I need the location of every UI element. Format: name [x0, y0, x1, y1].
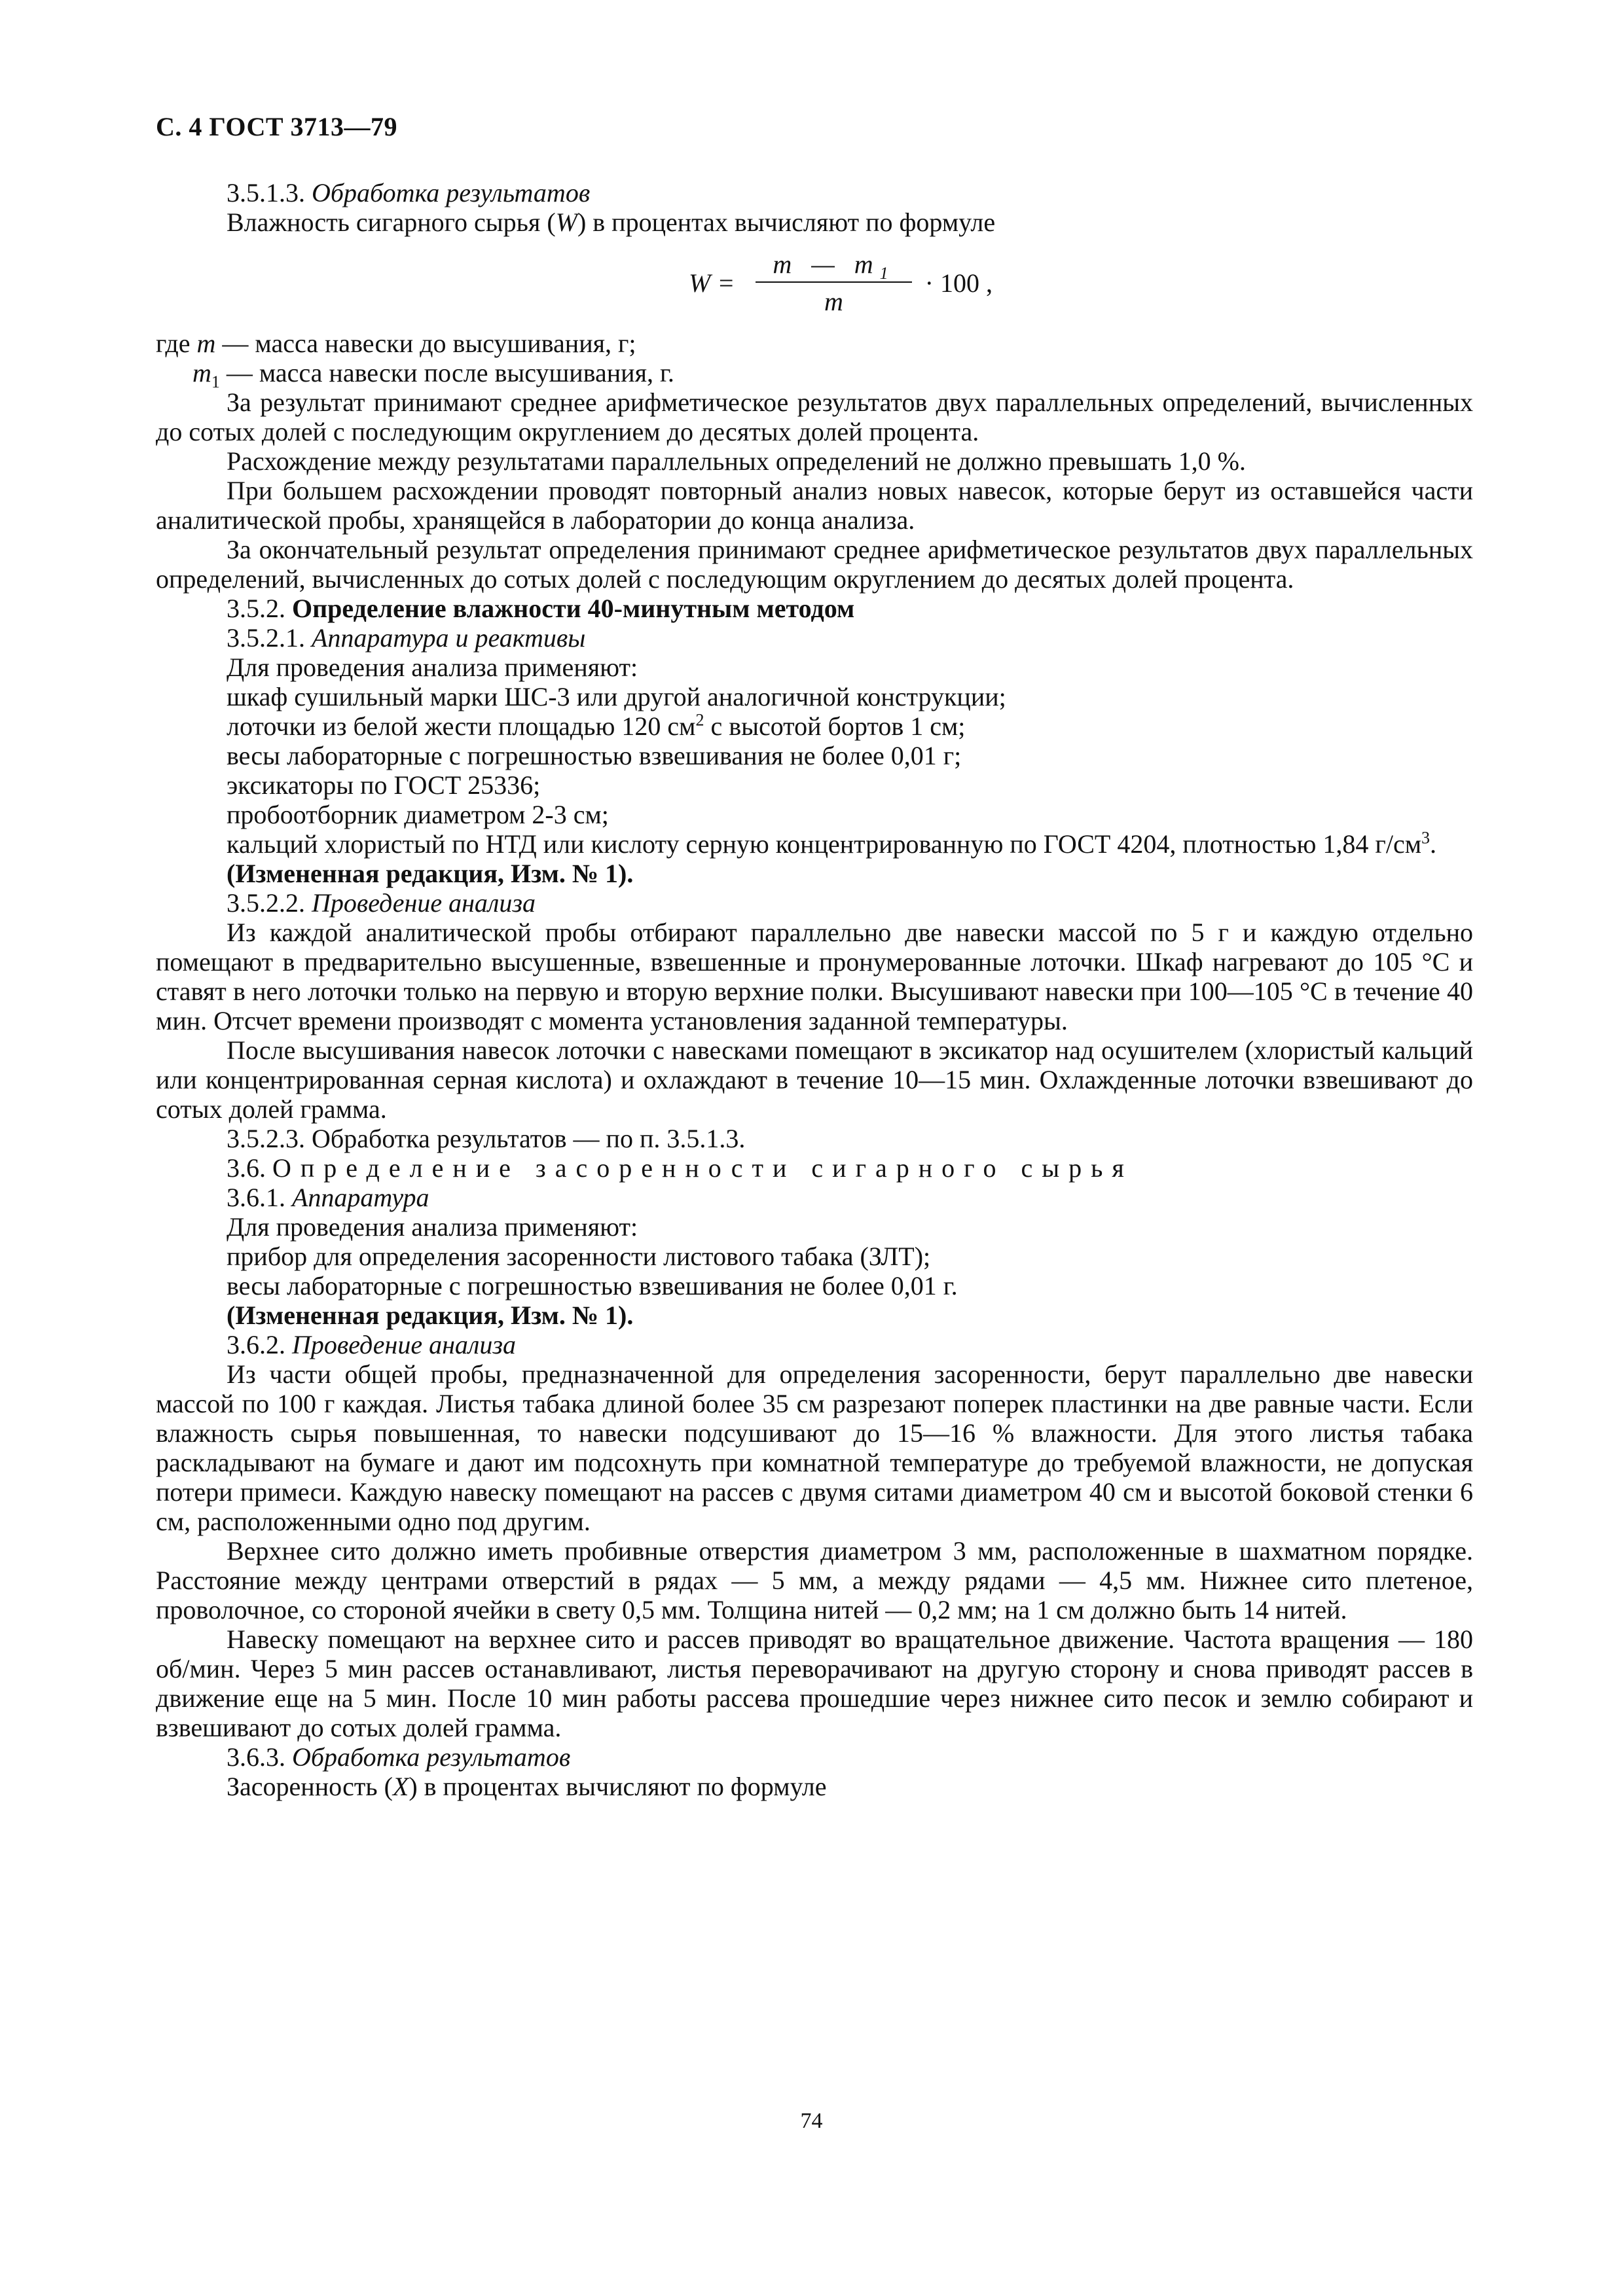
list-item: лоточки из белой жести площадью 120 $см^2$ с высотой бортов 1 см; [227, 710, 966, 741]
list-item: весы лабораторные с погрешностью взвешивания не более 0,01 г; [227, 741, 962, 770]
list-item: кальций хлористый по НТД или кислоту серную концентрированную по ГОСТ 4204, плотностью 1,84 $г/см^3$. [227, 828, 1437, 859]
list-item: эксикаторы по ГОСТ 25336; [227, 770, 541, 800]
list-item: шкаф сушильный марки ШС-3 или другой аналогичной конструкции; [227, 682, 1006, 711]
page-header: С. 4 ГОСТ 3713—79 [156, 112, 398, 141]
section-3-5-1-3-heading: 3.5.1.3. Обработка результатов [227, 178, 591, 207]
section-3-5-2-heading: 3.5.2. Определение влажности 40-минутным методом [227, 594, 855, 623]
formula-legend-m1: $m_1$ — масса навески после высушивания, г. [192, 358, 674, 391]
document-body [156, 178, 1473, 1801]
formula-denominator: m [824, 287, 843, 316]
section-3-5-2-3-heading: 3.5.2.3. Обработка результатов — по п. 3.5.1.3. [227, 1124, 746, 1153]
moisture-formula-intro: Влажность сигарного сырья (W) в процентах вычисляют по формуле [227, 207, 996, 237]
page-number: 74 [800, 2109, 823, 2133]
paragraph-discrepancy: Расхождение между результатами параллельных определений не должно превышать 1,0 %. [227, 446, 1246, 476]
section-3-6-3-heading: 3.6.3. Обработка результатов [227, 1742, 571, 1772]
list-item: пробоотборник диаметром 2-3 см; [227, 800, 609, 829]
section-3-5-2-2-heading: 3.5.2.2. Проведение анализа [227, 888, 536, 918]
paragraph-cooling: После высушивания навесок лоточки с навесками помещают в эксикатор над осушителем (хлористый кальций или концентрированная серная кислота) и охлаждают в течение 10—15 мин. Охлажденные лоточки взвешивают до сотых долей грамма. [156, 1035, 1473, 1124]
paragraph-procedure: Из каждой аналитической пробы отбирают параллельно две навески массой по 5 г и каждую отдельно помещают в предварительно высушенные, взвешенные и пронумерованные лоточки. Шкаф нагревают до 105 °С и ставят в него лоточки только на первую и вторую верхние полки. Высушивают навески при 100—105 °С в течение 40 мин. Отсчет времени производят с момента установления заданной температуры. [156, 918, 1473, 1035]
contamination-formula-intro: Засоренность (X) в процентах вычисляют по формуле [227, 1772, 827, 1801]
formula-multiplier: · 100 , [924, 268, 993, 298]
section-3-6-heading: 3.6. Определение засоренности сигарного сырья [227, 1153, 1133, 1183]
paragraph-repeat-analysis: При большем расхождении проводят повторный анализ новых навесок, которые берут из оставшейся части аналитической пробы, хранящейся в лаборатории до конца анализа. [156, 476, 1473, 535]
paragraph-result: За результат принимают среднее арифметическое результатов двух параллельных определений, вычисленных до сотых долей с последующим округлением до десятых долей процента. [156, 387, 1473, 446]
formula-numerator: m — $m_1$ [756, 249, 911, 283]
list-intro: Для проведения анализа применяют: [227, 653, 638, 682]
section-3-5-2-1-heading: 3.5.2.1. Аппаратура и реактивы [227, 623, 586, 653]
formula-lhs: W = [689, 268, 735, 298]
moisture-formula [208, 237, 1473, 329]
paragraph-sieves: Верхнее сито должно иметь пробивные отверстия диаметром 3 мм, расположенные в шахматном порядке. Расстояние между центрами отверстий в рядах — 5 мм, а между рядами — 4,5 мм. Нижнее сито плетеное, проволочное, со стороной ячейки в свету 0,5 мм. Толщина нитей — 0,2 мм; на 1 см должно быть 14 нитей. [156, 1536, 1473, 1624]
paragraph-final-result: За окончательный результат определения принимают среднее арифметическое результатов двух параллельных определений, вычисленных до сотых долей с последующим округлением до десятых долей процента. [156, 535, 1473, 594]
amendment-note: (Измененная редакция, Изм. № 1). [227, 1300, 634, 1330]
paragraph-sampling: Из части общей пробы, предназначенной для определения засоренности, берут параллельно две навески массой по 100 г каждая. Листья табака длиной более 35 см разрезают поперек пластинки на две равные части. Если влажность сырья повышенная, то навески подсушивают до 15—16 % влажности. Для этого листья табака раскладывают на бумаге и дают им подсохнуть при комнатной температуре до требуемой влажности, не допуская потери примеси. Каждую навеску помещают на рассев с двумя ситами диаметром 40 см и высотой боковой стенки 6 см, расположенными одно под другим. [156, 1359, 1473, 1536]
list-item: весы лабораторные с погрешностью взвешивания не более 0,01 г. [227, 1271, 958, 1300]
amendment-note: (Измененная редакция, Изм. № 1). [227, 859, 634, 888]
formula-legend-m: где m — масса навески до высушивания, г; [156, 329, 636, 358]
list-item: прибор для определения засоренности листового табака (ЗЛТ); [227, 1242, 931, 1271]
formula-fraction [756, 249, 911, 316]
list-intro: Для проведения анализа применяют: [227, 1212, 638, 1242]
section-3-6-2-heading: 3.6.2. Проведение анализа [227, 1330, 516, 1359]
paragraph-sieving: Навеску помещают на верхнее сито и рассев приводят во вращательное движение. Частота вращения — 180 об/мин. Через 5 мин рассев останавливают, листья переворачивают на другую сторону и снова приводят рассев в движение еще на 5 мин. После 10 мин работы рассева прошедшие через нижнее сито песок и землю собирают и взвешивают до сотых долей грамма. [156, 1624, 1473, 1742]
section-3-6-1-heading: 3.6.1. Аппаратура [227, 1183, 429, 1212]
